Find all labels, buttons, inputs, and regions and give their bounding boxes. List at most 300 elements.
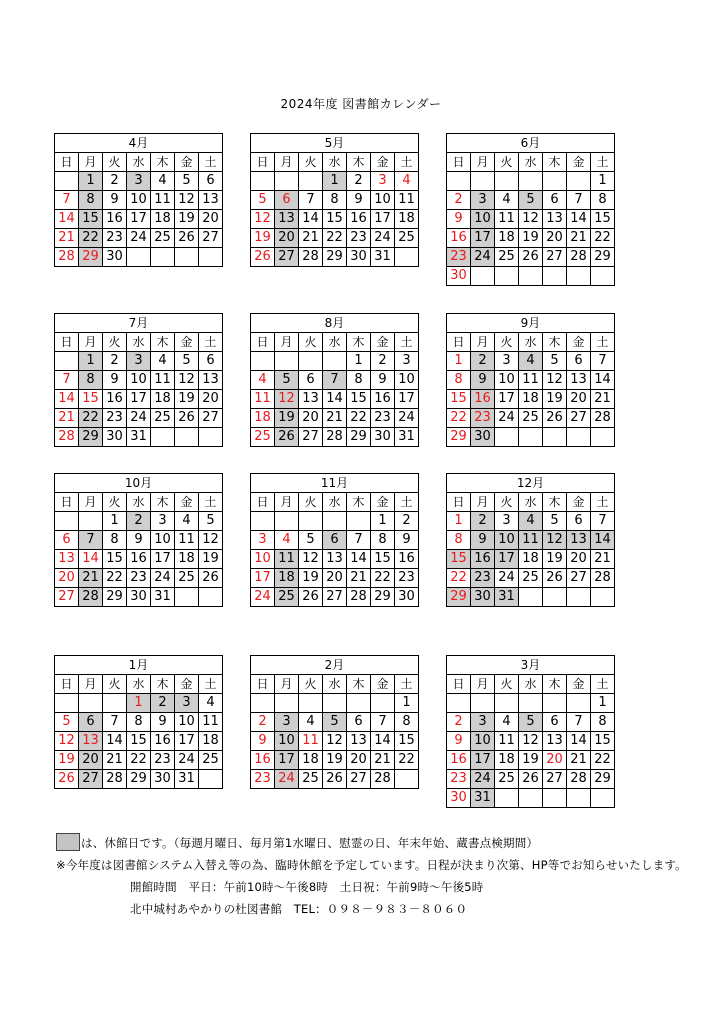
empty-cell	[567, 789, 591, 808]
day-cell: 10	[495, 531, 519, 550]
day-cell: 5	[543, 512, 567, 531]
empty-cell	[251, 694, 275, 713]
day-cell: 18	[495, 229, 519, 248]
day-cell: 25	[495, 770, 519, 789]
day-cell: 23	[151, 751, 175, 770]
empty-cell	[175, 588, 199, 607]
month-label: 8月	[251, 314, 419, 333]
day-cell: 20	[199, 390, 223, 409]
day-cell: 14	[591, 531, 615, 550]
day-cell: 7	[371, 713, 395, 732]
day-cell: 5	[199, 512, 223, 531]
day-cell: 1	[447, 512, 471, 531]
day-cell: 10	[275, 732, 299, 751]
day-cell: 10	[175, 713, 199, 732]
empty-cell	[127, 248, 151, 267]
day-cell: 16	[471, 550, 495, 569]
day-cell: 17	[471, 229, 495, 248]
day-cell: 15	[591, 732, 615, 751]
weekday-header: 水	[127, 153, 151, 172]
day-cell: 7	[323, 371, 347, 390]
day-cell: 31	[395, 428, 419, 447]
month-calendar	[250, 133, 419, 267]
empty-cell	[175, 248, 199, 267]
day-cell: 5	[251, 191, 275, 210]
day-cell: 11	[395, 191, 419, 210]
day-cell: 16	[347, 210, 371, 229]
month-label: 6月	[447, 134, 615, 153]
month-calendar	[54, 655, 223, 789]
day-cell: 23	[347, 229, 371, 248]
weekday-header: 金	[175, 675, 199, 694]
day-cell: 6	[567, 512, 591, 531]
day-cell: 21	[103, 751, 127, 770]
day-cell: 8	[447, 371, 471, 390]
day-cell: 5	[299, 531, 323, 550]
day-cell: 7	[55, 191, 79, 210]
day-cell: 20	[79, 751, 103, 770]
empty-cell	[275, 694, 299, 713]
weekday-header: 月	[79, 153, 103, 172]
day-cell: 28	[567, 770, 591, 789]
day-cell: 2	[471, 352, 495, 371]
day-cell: 21	[55, 409, 79, 428]
day-cell: 8	[371, 531, 395, 550]
empty-cell	[299, 694, 323, 713]
empty-cell	[543, 588, 567, 607]
day-cell: 27	[323, 588, 347, 607]
empty-cell	[447, 694, 471, 713]
day-cell: 11	[519, 371, 543, 390]
weekday-header: 金	[567, 675, 591, 694]
day-cell: 15	[103, 550, 127, 569]
weekday-header: 土	[199, 153, 223, 172]
day-cell: 2	[395, 512, 419, 531]
day-cell: 7	[591, 512, 615, 531]
day-cell: 12	[275, 390, 299, 409]
day-cell: 3	[395, 352, 419, 371]
day-cell: 25	[519, 409, 543, 428]
day-cell: 8	[447, 531, 471, 550]
day-cell: 6	[55, 531, 79, 550]
day-cell: 25	[395, 229, 419, 248]
day-cell: 18	[519, 550, 543, 569]
day-cell: 14	[79, 550, 103, 569]
day-cell: 17	[127, 390, 151, 409]
day-cell: 21	[591, 550, 615, 569]
weekday-header: 木	[543, 153, 567, 172]
day-cell: 6	[275, 191, 299, 210]
day-cell: 17	[495, 550, 519, 569]
day-cell: 18	[199, 732, 223, 751]
empty-cell	[347, 512, 371, 531]
month-calendar	[54, 133, 223, 267]
day-cell: 29	[371, 588, 395, 607]
day-cell: 2	[151, 694, 175, 713]
day-cell: 27	[347, 770, 371, 789]
empty-cell	[275, 512, 299, 531]
day-cell: 20	[55, 569, 79, 588]
empty-cell	[591, 588, 615, 607]
day-cell: 20	[299, 409, 323, 428]
day-cell: 10	[127, 371, 151, 390]
day-cell: 17	[151, 550, 175, 569]
day-cell: 9	[471, 531, 495, 550]
day-cell: 11	[299, 732, 323, 751]
weekday-header: 土	[199, 675, 223, 694]
weekday-header: 火	[299, 493, 323, 512]
month-label: 11月	[251, 474, 419, 493]
day-cell: 26	[543, 409, 567, 428]
empty-cell	[299, 352, 323, 371]
empty-cell	[199, 770, 223, 789]
day-cell: 16	[471, 390, 495, 409]
empty-cell	[55, 352, 79, 371]
weekday-header: 火	[299, 675, 323, 694]
day-cell: 9	[395, 531, 419, 550]
day-cell: 31	[471, 789, 495, 808]
day-cell: 30	[103, 248, 127, 267]
weekday-header: 土	[395, 333, 419, 352]
weekday-header: 日	[55, 493, 79, 512]
empty-cell	[151, 428, 175, 447]
day-cell: 9	[251, 732, 275, 751]
day-cell: 4	[495, 713, 519, 732]
opening-hours: 開館時間 平日：午前10時～午後8時 土日祝：午前9時～午後5時	[130, 880, 484, 894]
day-cell: 18	[299, 751, 323, 770]
day-cell: 7	[103, 713, 127, 732]
day-cell: 4	[495, 191, 519, 210]
weekday-header: 月	[471, 153, 495, 172]
day-cell: 23	[471, 569, 495, 588]
day-cell: 13	[55, 550, 79, 569]
day-cell: 7	[567, 191, 591, 210]
day-cell: 1	[395, 694, 419, 713]
weekday-header: 金	[371, 153, 395, 172]
day-cell: 18	[251, 409, 275, 428]
notice-text: ※今年度は図書館システム入替え等の為、臨時休館を予定しています。日程が決まり次第、HP等でお知らせいたします。	[56, 858, 687, 872]
weekday-header: 日	[447, 153, 471, 172]
day-cell: 8	[79, 371, 103, 390]
day-cell: 1	[447, 352, 471, 371]
day-cell: 10	[471, 210, 495, 229]
day-cell: 20	[543, 229, 567, 248]
day-cell: 4	[275, 531, 299, 550]
weekday-header: 木	[347, 493, 371, 512]
day-cell: 22	[127, 751, 151, 770]
day-cell: 26	[543, 569, 567, 588]
day-cell: 28	[103, 770, 127, 789]
day-cell: 30	[395, 588, 419, 607]
day-cell: 1	[591, 172, 615, 191]
day-cell: 19	[299, 569, 323, 588]
day-cell: 21	[299, 229, 323, 248]
empty-cell	[543, 267, 567, 286]
day-cell: 12	[175, 371, 199, 390]
weekday-header: 火	[299, 333, 323, 352]
day-cell: 25	[151, 229, 175, 248]
day-cell: 27	[199, 229, 223, 248]
day-cell: 9	[103, 371, 127, 390]
day-cell: 28	[55, 248, 79, 267]
weekday-header: 木	[543, 675, 567, 694]
month-label: 10月	[55, 474, 223, 493]
day-cell: 16	[103, 390, 127, 409]
day-cell: 28	[591, 569, 615, 588]
weekday-header: 日	[251, 333, 275, 352]
day-cell: 30	[151, 770, 175, 789]
closed-day-swatch	[56, 833, 80, 851]
day-cell: 8	[103, 531, 127, 550]
day-cell: 9	[371, 371, 395, 390]
day-cell: 3	[151, 512, 175, 531]
day-cell: 12	[175, 191, 199, 210]
empty-cell	[55, 694, 79, 713]
day-cell: 24	[495, 569, 519, 588]
empty-cell	[567, 588, 591, 607]
day-cell: 14	[591, 371, 615, 390]
day-cell: 29	[103, 588, 127, 607]
day-cell: 28	[591, 409, 615, 428]
month-calendar	[54, 313, 223, 447]
day-cell: 14	[55, 210, 79, 229]
day-cell: 12	[199, 531, 223, 550]
day-cell: 25	[251, 428, 275, 447]
day-cell: 18	[275, 569, 299, 588]
weekday-header: 金	[371, 493, 395, 512]
day-cell: 29	[447, 428, 471, 447]
day-cell: 11	[151, 371, 175, 390]
day-cell: 22	[347, 409, 371, 428]
day-cell: 31	[371, 248, 395, 267]
weekday-header: 水	[323, 675, 347, 694]
empty-cell	[323, 694, 347, 713]
day-cell: 29	[347, 428, 371, 447]
day-cell: 1	[103, 512, 127, 531]
day-cell: 23	[251, 770, 275, 789]
day-cell: 12	[519, 210, 543, 229]
month-label: 3月	[447, 656, 615, 675]
day-cell: 25	[151, 409, 175, 428]
day-cell: 20	[567, 390, 591, 409]
day-cell: 25	[275, 588, 299, 607]
weekday-header: 日	[55, 153, 79, 172]
weekday-header: 月	[275, 153, 299, 172]
day-cell: 24	[151, 569, 175, 588]
day-cell: 1	[79, 352, 103, 371]
weekday-header: 日	[251, 153, 275, 172]
page-title: 2024年度 図書館カレンダー	[280, 97, 442, 111]
day-cell: 26	[55, 770, 79, 789]
day-cell: 22	[395, 751, 419, 770]
day-cell: 29	[323, 248, 347, 267]
empty-cell	[175, 428, 199, 447]
day-cell: 26	[275, 428, 299, 447]
day-cell: 19	[519, 229, 543, 248]
day-cell: 30	[447, 789, 471, 808]
day-cell: 20	[347, 751, 371, 770]
day-cell: 3	[471, 191, 495, 210]
day-cell: 1	[591, 694, 615, 713]
day-cell: 19	[275, 409, 299, 428]
day-cell: 22	[79, 409, 103, 428]
weekday-header: 日	[447, 493, 471, 512]
day-cell: 6	[347, 713, 371, 732]
empty-cell	[591, 428, 615, 447]
day-cell: 23	[103, 409, 127, 428]
month-calendar	[446, 133, 615, 286]
weekday-header: 土	[591, 675, 615, 694]
day-cell: 26	[519, 770, 543, 789]
empty-cell	[371, 694, 395, 713]
day-cell: 13	[199, 191, 223, 210]
day-cell: 12	[55, 732, 79, 751]
library-contact: 北中城村あやかりの杜図書館 TEL：０９８－９８３－８０６０	[130, 902, 468, 916]
day-cell: 15	[127, 732, 151, 751]
empty-cell	[471, 267, 495, 286]
day-cell: 11	[151, 191, 175, 210]
day-cell: 8	[591, 191, 615, 210]
day-cell: 5	[519, 713, 543, 732]
day-cell: 13	[299, 390, 323, 409]
day-cell: 8	[591, 713, 615, 732]
empty-cell	[471, 172, 495, 191]
weekday-header: 火	[103, 153, 127, 172]
weekday-header: 水	[519, 675, 543, 694]
empty-cell	[275, 352, 299, 371]
day-cell: 3	[127, 172, 151, 191]
day-cell: 3	[495, 352, 519, 371]
day-cell: 7	[591, 352, 615, 371]
day-cell: 9	[471, 371, 495, 390]
weekday-header: 木	[347, 333, 371, 352]
weekday-header: 火	[103, 675, 127, 694]
empty-cell	[55, 172, 79, 191]
day-cell: 9	[103, 191, 127, 210]
day-cell: 5	[519, 191, 543, 210]
day-cell: 27	[199, 409, 223, 428]
day-cell: 6	[323, 531, 347, 550]
weekday-header: 火	[103, 333, 127, 352]
empty-cell	[471, 694, 495, 713]
empty-cell	[495, 789, 519, 808]
weekday-header: 日	[447, 675, 471, 694]
day-cell: 17	[175, 732, 199, 751]
month-label: 9月	[447, 314, 615, 333]
day-cell: 24	[127, 409, 151, 428]
day-cell: 2	[103, 352, 127, 371]
day-cell: 2	[447, 713, 471, 732]
day-cell: 21	[567, 751, 591, 770]
day-cell: 10	[471, 732, 495, 751]
month-calendar	[446, 313, 615, 447]
empty-cell	[567, 428, 591, 447]
day-cell: 2	[471, 512, 495, 531]
day-cell: 26	[251, 248, 275, 267]
day-cell: 28	[347, 588, 371, 607]
day-cell: 15	[395, 732, 419, 751]
day-cell: 28	[371, 770, 395, 789]
day-cell: 4	[175, 512, 199, 531]
day-cell: 22	[103, 569, 127, 588]
weekday-header: 月	[275, 493, 299, 512]
empty-cell	[55, 512, 79, 531]
day-cell: 31	[175, 770, 199, 789]
day-cell: 6	[199, 172, 223, 191]
empty-cell	[395, 770, 419, 789]
day-cell: 7	[567, 713, 591, 732]
day-cell: 4	[519, 512, 543, 531]
day-cell: 14	[567, 732, 591, 751]
day-cell: 14	[103, 732, 127, 751]
empty-cell	[79, 512, 103, 531]
weekday-header: 木	[151, 333, 175, 352]
day-cell: 21	[371, 751, 395, 770]
day-cell: 6	[567, 352, 591, 371]
empty-cell	[519, 172, 543, 191]
empty-cell	[519, 428, 543, 447]
day-cell: 17	[495, 390, 519, 409]
day-cell: 9	[347, 191, 371, 210]
day-cell: 11	[251, 390, 275, 409]
weekday-header: 土	[591, 333, 615, 352]
day-cell: 19	[251, 229, 275, 248]
day-cell: 17	[275, 751, 299, 770]
empty-cell	[323, 352, 347, 371]
day-cell: 3	[175, 694, 199, 713]
day-cell: 25	[199, 751, 223, 770]
day-cell: 10	[151, 531, 175, 550]
empty-cell	[519, 588, 543, 607]
empty-cell	[495, 267, 519, 286]
day-cell: 23	[371, 409, 395, 428]
day-cell: 18	[151, 390, 175, 409]
day-cell: 18	[175, 550, 199, 569]
day-cell: 30	[447, 267, 471, 286]
day-cell: 4	[151, 352, 175, 371]
day-cell: 20	[323, 569, 347, 588]
weekday-header: 日	[55, 675, 79, 694]
weekday-header: 水	[127, 333, 151, 352]
weekday-header: 水	[519, 153, 543, 172]
day-cell: 29	[591, 770, 615, 789]
weekday-header: 木	[347, 675, 371, 694]
weekday-header: 土	[395, 493, 419, 512]
day-cell: 13	[543, 732, 567, 751]
day-cell: 24	[471, 770, 495, 789]
day-cell: 10	[495, 371, 519, 390]
day-cell: 15	[323, 210, 347, 229]
weekday-header: 月	[79, 675, 103, 694]
day-cell: 28	[323, 428, 347, 447]
weekday-header: 木	[151, 493, 175, 512]
weekday-header: 水	[127, 675, 151, 694]
day-cell: 17	[395, 390, 419, 409]
weekday-header: 金	[175, 493, 199, 512]
day-cell: 2	[447, 191, 471, 210]
empty-cell	[199, 588, 223, 607]
day-cell: 19	[543, 390, 567, 409]
empty-cell	[543, 694, 567, 713]
month-calendar	[250, 473, 419, 607]
empty-cell	[567, 172, 591, 191]
day-cell: 21	[347, 569, 371, 588]
weekday-header: 金	[371, 675, 395, 694]
empty-cell	[395, 248, 419, 267]
day-cell: 25	[299, 770, 323, 789]
day-cell: 14	[299, 210, 323, 229]
weekday-header: 木	[151, 153, 175, 172]
